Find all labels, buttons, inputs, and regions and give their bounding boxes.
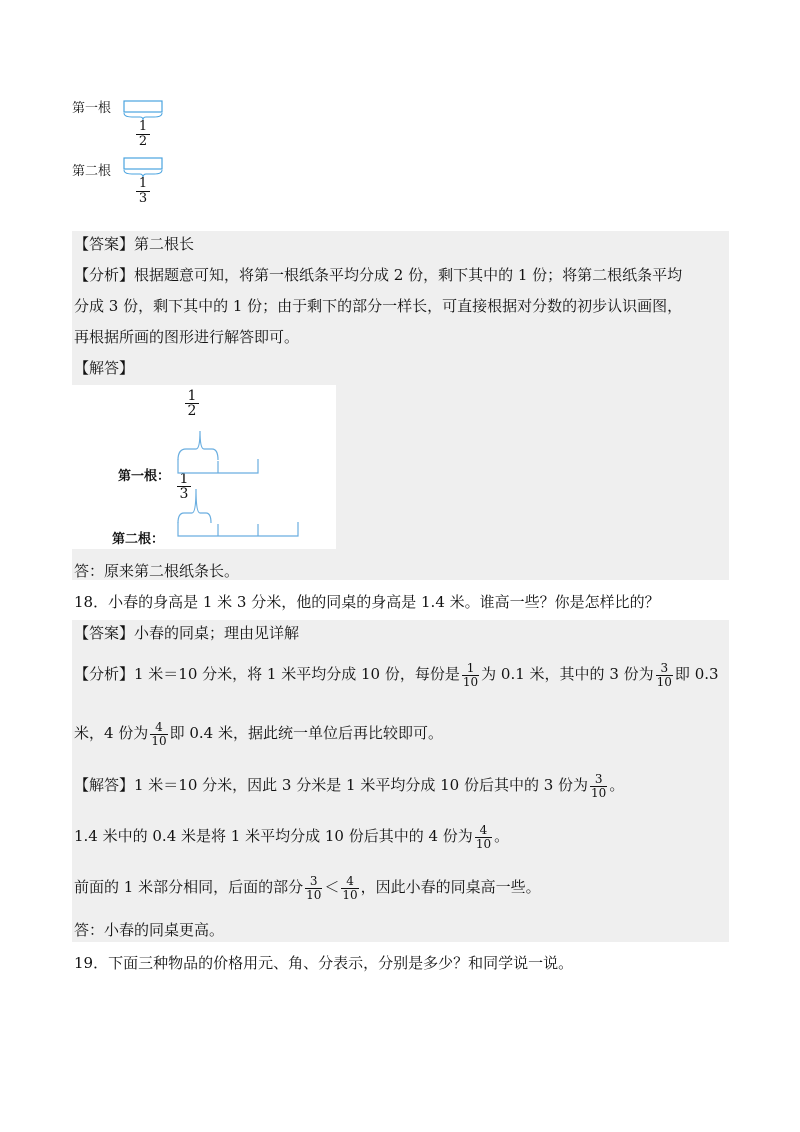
q18-solution-line3: 前面的 1 米部分相同，后面的部分 $\frac{3}{10}$ ＜ $\frac{4}{10}$ ，因此小春的同桌高一些。 <box>74 873 541 902</box>
figure-label-second: 第二根： <box>112 532 165 547</box>
q18-solution-line1: 【解答】1 米＝10 分米，因此 3 分米是 1 米平均分成 10 份后其中的 3 份为 $\frac{3}{10}$ 。 <box>74 771 625 800</box>
q18-final-answer: 答：小春的同桌更高。 <box>74 921 225 939</box>
q17-solution-tag: 【解答】 <box>74 359 135 377</box>
q17-final-answer: 答：原来第二根纸条长。 <box>74 562 240 580</box>
q18-analysis-line2: 米，4 份为 $\frac{4}{10}$ 即 0.4 米，据此统一单位后再比较即可。 <box>74 719 443 748</box>
fraction-4-10: $\frac{4}{10}$ <box>475 822 492 851</box>
fraction-4-10: $\frac{4}{10}$ <box>151 719 167 748</box>
figure-fraction-half: 1 2 <box>185 389 199 418</box>
fraction-3-10: $\frac{3}{10}$ <box>656 660 672 689</box>
q17-solution-figure <box>72 385 336 549</box>
q18-answer: 【答案】小春的同桌；理由见详解 <box>74 624 300 642</box>
strip2-fraction: 1 3 <box>136 177 150 206</box>
strip2-label: 第二根 <box>72 164 112 179</box>
fraction-4-10: $\frac{4}{10}$ <box>342 873 358 902</box>
figure-fraction-third: 1 3 <box>177 472 191 501</box>
fraction-3-10: $\frac{3}{10}$ <box>591 771 607 800</box>
q18-question: 18．小春的身高是 1 米 3 分米，他的同桌的身高是 1.4 米。谁高一些？你是怎样比的？ <box>74 593 660 611</box>
strip1-brace <box>120 98 166 120</box>
q17-analysis-line3: 再根据所画的图形进行解答即可。 <box>74 328 300 346</box>
q17-answer: 【答案】第二根长 <box>74 235 195 253</box>
q17-analysis-line2: 分成 3 份，剩下其中的 1 份；由于剩下的部分一样长，可直接根据对分数的初步认识画图， <box>74 297 683 315</box>
figure-strips <box>72 385 336 549</box>
fraction-3-10: $\frac{3}{10}$ <box>306 873 322 902</box>
q19-question: 19．下面三种物品的价格用元、角、分表示，分别是多少？和同学说一说。 <box>74 954 574 972</box>
q18-analysis-line1: 【分析】1 米＝10 分米，将 1 米平均分成 10 份，每份是 $\frac{1}{10}$ 为 0.1 米，其中的 3 份为 $\frac{3}{10}$ 即 0.3 <box>74 660 719 689</box>
q17-analysis-line1: 【分析】根据题意可知，将第一根纸条平均分成 2 份，剩下其中的 1 份；将第二根纸条平均 <box>74 266 683 284</box>
strip1-fraction: 1 2 <box>136 120 150 149</box>
figure-label-first: 第一根： <box>118 469 171 484</box>
strip1-label: 第一根 <box>72 101 112 116</box>
q18-solution-line2: 1.4 米中的 0.4 米是将 1 米平均分成 10 份后其中的 4 份为 $\frac{4}{10}$ 。 <box>74 822 510 851</box>
fraction-1-10: $\frac{1}{10}$ <box>462 660 479 689</box>
